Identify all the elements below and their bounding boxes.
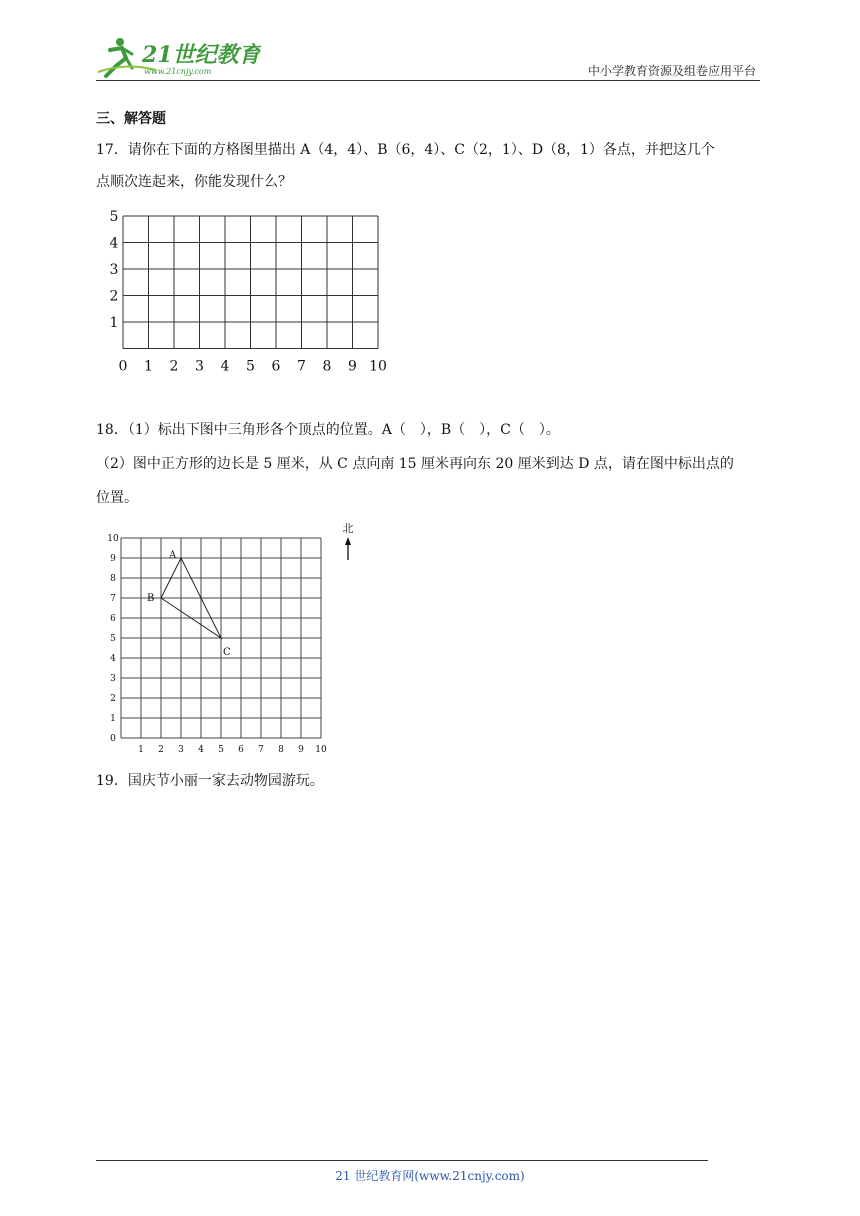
q18-line3: 位置。 xyxy=(96,490,138,506)
footer-text: 21 世纪教育网(www.21cnjy.com) xyxy=(335,1169,525,1183)
y-tick-label: 2 xyxy=(110,694,116,704)
y-tick-label: 1 xyxy=(109,315,119,331)
y-tick-label: 5 xyxy=(110,634,116,644)
x-tick-label: 7 xyxy=(258,745,264,755)
x-tick-label: 4 xyxy=(220,358,230,372)
y-tick-label: 4 xyxy=(110,654,116,664)
y-tick-label: 8 xyxy=(110,574,116,584)
section-title: 三、解答题 xyxy=(96,111,166,127)
point-label-a: A xyxy=(169,550,177,561)
logo-text: 21世纪教育 xyxy=(142,42,261,68)
x-tick-label: 4 xyxy=(198,745,204,755)
logo-subtext: www.21cnjy.com xyxy=(144,67,212,76)
x-tick-label: 0 xyxy=(118,358,128,372)
north-label: 北 xyxy=(342,522,354,535)
y-tick-label: 3 xyxy=(110,674,116,684)
x-tick-label: 6 xyxy=(238,745,244,755)
y-tick-label: 0 xyxy=(110,734,116,744)
x-tick-label: 6 xyxy=(271,358,281,372)
q18-grid xyxy=(100,518,370,758)
x-tick-label: 7 xyxy=(297,358,306,372)
q19-text: 19．国庆节小丽一家去动物园游玩。 xyxy=(96,773,324,789)
x-tick-label: 9 xyxy=(298,745,304,755)
q17-line2: 点顺次连起来，你能发现什么？ xyxy=(96,174,292,190)
y-tick-label: 2 xyxy=(109,288,119,305)
x-tick-label: 8 xyxy=(278,745,284,755)
x-tick-label: 2 xyxy=(158,745,164,755)
y-tick-label: 1 xyxy=(110,714,116,724)
x-tick-label: 10 xyxy=(369,358,387,372)
header-platform-text: 中小学教育资源及组卷应用平台 xyxy=(587,64,756,78)
x-tick-label: 3 xyxy=(178,745,184,755)
x-tick-label: 10 xyxy=(315,745,327,755)
x-tick-label: 9 xyxy=(348,358,357,372)
footer-divider xyxy=(96,1160,708,1161)
q17-grid xyxy=(100,206,400,372)
y-tick-label: 7 xyxy=(110,594,116,604)
q17-line1: 17．请你在下面的方格图里描出 A（4，4）、B（6，4）、C（2，1）、D（8，1）各点，并把这几个 xyxy=(96,142,715,158)
x-tick-label: 8 xyxy=(322,358,332,372)
y-tick-label: 9 xyxy=(110,554,116,564)
x-tick-label: 1 xyxy=(138,745,144,755)
y-tick-label: 3 xyxy=(109,262,119,278)
y-tick-label: 5 xyxy=(109,209,119,225)
point-label-c: C xyxy=(223,647,231,658)
x-tick-label: 5 xyxy=(218,745,224,755)
x-tick-label: 2 xyxy=(169,358,179,372)
q18-line1: 18．（1）标出下图中三角形各个顶点的位置。A（ ），B（ ），C（ ）。 xyxy=(96,422,560,438)
x-tick-label: 1 xyxy=(144,358,153,372)
y-tick-label: 4 xyxy=(109,235,119,252)
y-tick-label: 10 xyxy=(107,534,119,544)
y-tick-label: 6 xyxy=(110,614,116,624)
q18-line2: （2）图中正方形的边长是 5 厘米，从 C 点向南 15 厘米再向东 20 厘米到达 D 点，请在图中标出点的 xyxy=(96,456,734,472)
point-label-b: B xyxy=(147,593,155,604)
site-logo xyxy=(96,36,261,80)
header-divider xyxy=(96,80,760,81)
x-tick-label: 3 xyxy=(195,358,204,372)
x-tick-label: 5 xyxy=(246,358,255,372)
north-arrow-head-icon xyxy=(345,537,351,545)
